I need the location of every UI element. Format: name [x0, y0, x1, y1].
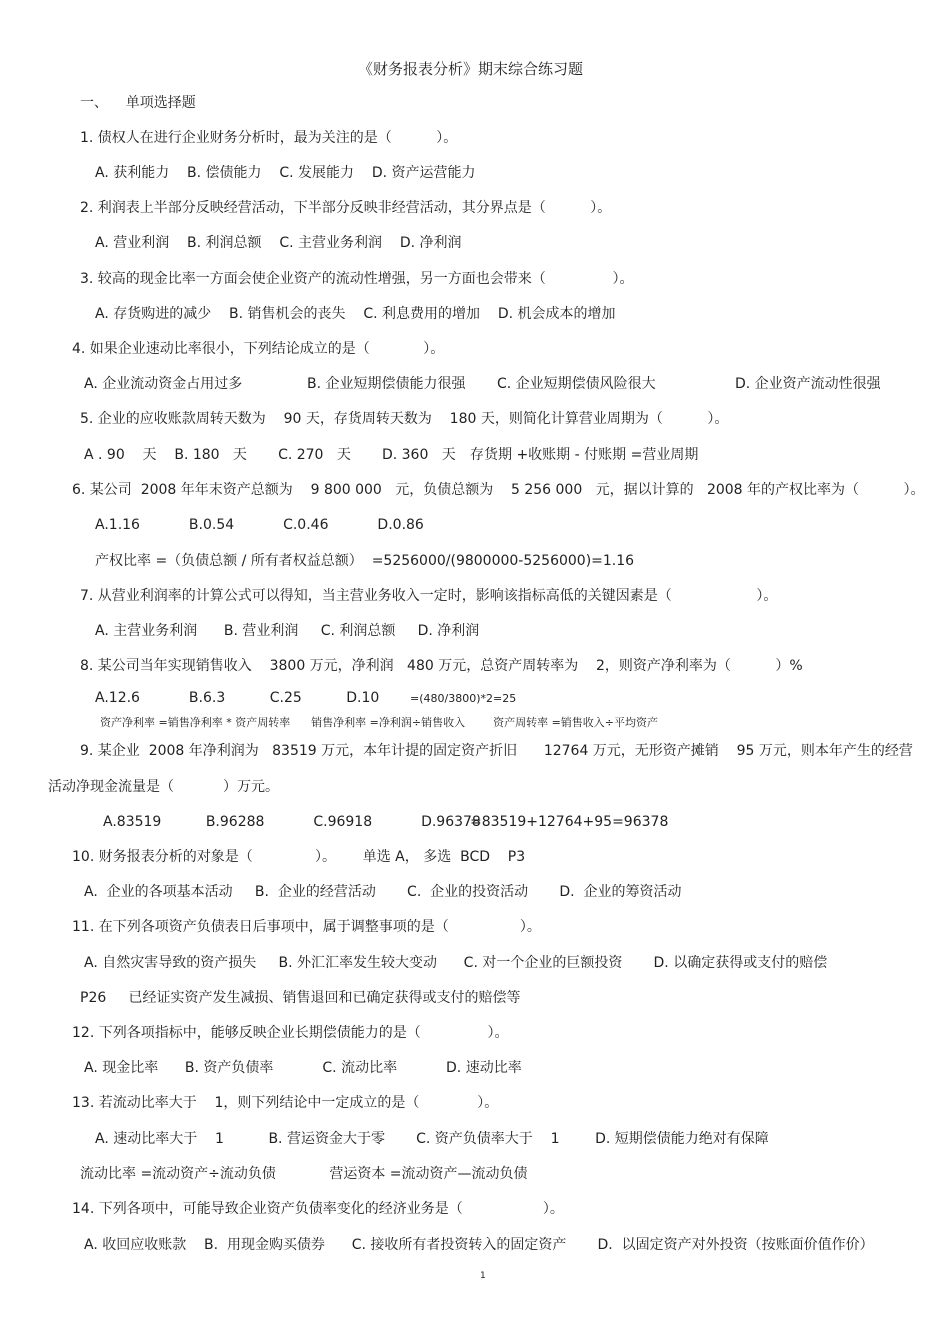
question-9-continued: 活动净现金流量是（ ）万元。 [48, 779, 279, 795]
section-heading: 一、 单项选择题 [80, 95, 196, 111]
question-13: 13. 若流动比率大于 1，则下列结论中一定成立的是（ ）。 [72, 1095, 499, 1111]
question-8-note: 资产净利率 =销售净利率 * 资产周转率 销售净利率 =净利润÷销售收入 资产周转率 =销售收入÷平均资产 [100, 716, 659, 729]
question-4-option-c: C. 企业短期偿债风险很大 [497, 376, 656, 392]
page-title: 《财务报表分析》期末综合练习题 [358, 60, 584, 78]
question-5-options: A . 90 天 B. 180 天 C. 270 天 D. 360 天 [84, 447, 456, 463]
question-9-options: A.83519 B.96288 C.96918 D.96378 [103, 814, 481, 830]
question-13-note: 流动比率 =流动资产÷流动负债 营运资本 =流动资产—流动负债 [80, 1166, 528, 1182]
question-1-options: A. 获利能力 B. 偿债能力 C. 发展能力 D. 资产运营能力 [95, 165, 476, 181]
question-5-note: 存货期 +收账期 - 付账期 =营业周期 [470, 447, 699, 463]
question-12-options: A. 现金比率 B. 资产负债率 C. 流动比率 D. 速动比率 [84, 1060, 522, 1076]
question-3: 3. 较高的现金比率一方面会使企业资产的流动性增强，另一方面也会带来（ ）。 [80, 271, 634, 287]
question-10-options: A. 企业的各项基本活动 B. 企业的经营活动 C. 企业的投资活动 D. 企业的筹资活动 [84, 884, 682, 900]
question-6: 6. 某公司 2008 年年末资产总额为 9 800 000 元，负债总额为 5 256 000 元，据以计算的 2008 年的产权比率为（ ）。 [72, 482, 925, 498]
question-14: 14. 下列各项中，可能导致企业资产负债率变化的经济业务是（ ）。 [72, 1201, 564, 1217]
question-4: 4. 如果企业速动比率很小，下列结论成立的是（ ）。 [72, 341, 445, 357]
page-number: 1 [480, 1271, 486, 1281]
question-3-options: A. 存货购进的减少 B. 销售机会的丧失 C. 利息费用的增加 D. 机会成本的增加 [95, 306, 616, 322]
question-8: 8. 某公司当年实现销售收入 3800 万元，净利润 480 万元，总资产周转率为 2，则资产净利率为（ ）% [80, 658, 803, 674]
question-4-option-a: A. 企业流动资金占用过多 [84, 376, 243, 392]
question-12: 12. 下列各项指标中，能够反映企业长期偿债能力的是（ ）。 [72, 1025, 509, 1041]
question-13-options: A. 速动比率大于 1 B. 营运资金大于零 C. 资产负债率大于 1 D. 短期偿债能力绝对有保障 [95, 1131, 769, 1147]
question-1: 1. 债权人在进行企业财务分析时，最为关注的是（ ）。 [80, 130, 458, 146]
question-9: 9. 某企业 2008 年净利润为 83519 万元，本年计提的固定资产折旧 12764 万元，无形资产摊销 95 万元，则本年产生的经营 [80, 743, 913, 759]
question-9-calc: =83519+12764+95=96378 [470, 814, 669, 830]
question-4-option-d: D. 企业资产流动性很强 [735, 376, 881, 392]
question-8-options: A.12.6 B.6.3 C.25 D.10 [95, 690, 380, 706]
question-11: 11. 在下列各项资产负债表日后事项中，属于调整事项的是（ ）。 [72, 919, 541, 935]
question-11-options: A. 自然灾害导致的资产损失 B. 外汇汇率发生较大变动 C. 对一个企业的巨额投资 D. 以确定获得或支付的赔偿 [84, 955, 828, 971]
question-2-options: A. 营业利润 B. 利润总额 C. 主营业务利润 D. 净利润 [95, 235, 462, 251]
question-2: 2. 利润表上半部分反映经营活动，下半部分反映非经营活动，其分界点是（ ）。 [80, 200, 612, 216]
question-6-note: 产权比率 =（负债总额 / 所有者权益总额） =5256000/(9800000-5256000)=1.16 [95, 553, 635, 569]
question-5: 5. 企业的应收账款周转天数为 90 天，存货周转天数为 180 天，则简化计算营业周期为（ ）。 [80, 411, 729, 427]
question-14-options: A. 收回应收账款 B. 用现金购买债券 C. 接收所有者投资转入的固定资产 D. 以固定资产对外投资（按账面价值作价） [84, 1237, 874, 1253]
question-7: 7. 从营业利润率的计算公式可以得知，当主营业务收入一定时，影响该指标高低的关键因素是（ ）。 [80, 588, 778, 604]
question-6-options: A.1.16 B.0.54 C.0.46 D.0.86 [95, 517, 424, 533]
question-4-option-b: B. 企业短期偿债能力很强 [307, 376, 466, 392]
question-11-note: P26 已经证实资产发生减损、销售退回和已确定获得或支付的赔偿等 [80, 990, 521, 1006]
question-7-options: A. 主营业务利润 B. 营业利润 C. 利润总额 D. 净利润 [95, 623, 480, 639]
question-10: 10. 财务报表分析的对象是（ ）。 单选 A， 多选 BCD P3 [72, 849, 526, 865]
question-8-calc: =(480/3800)*2=25 [410, 692, 517, 705]
